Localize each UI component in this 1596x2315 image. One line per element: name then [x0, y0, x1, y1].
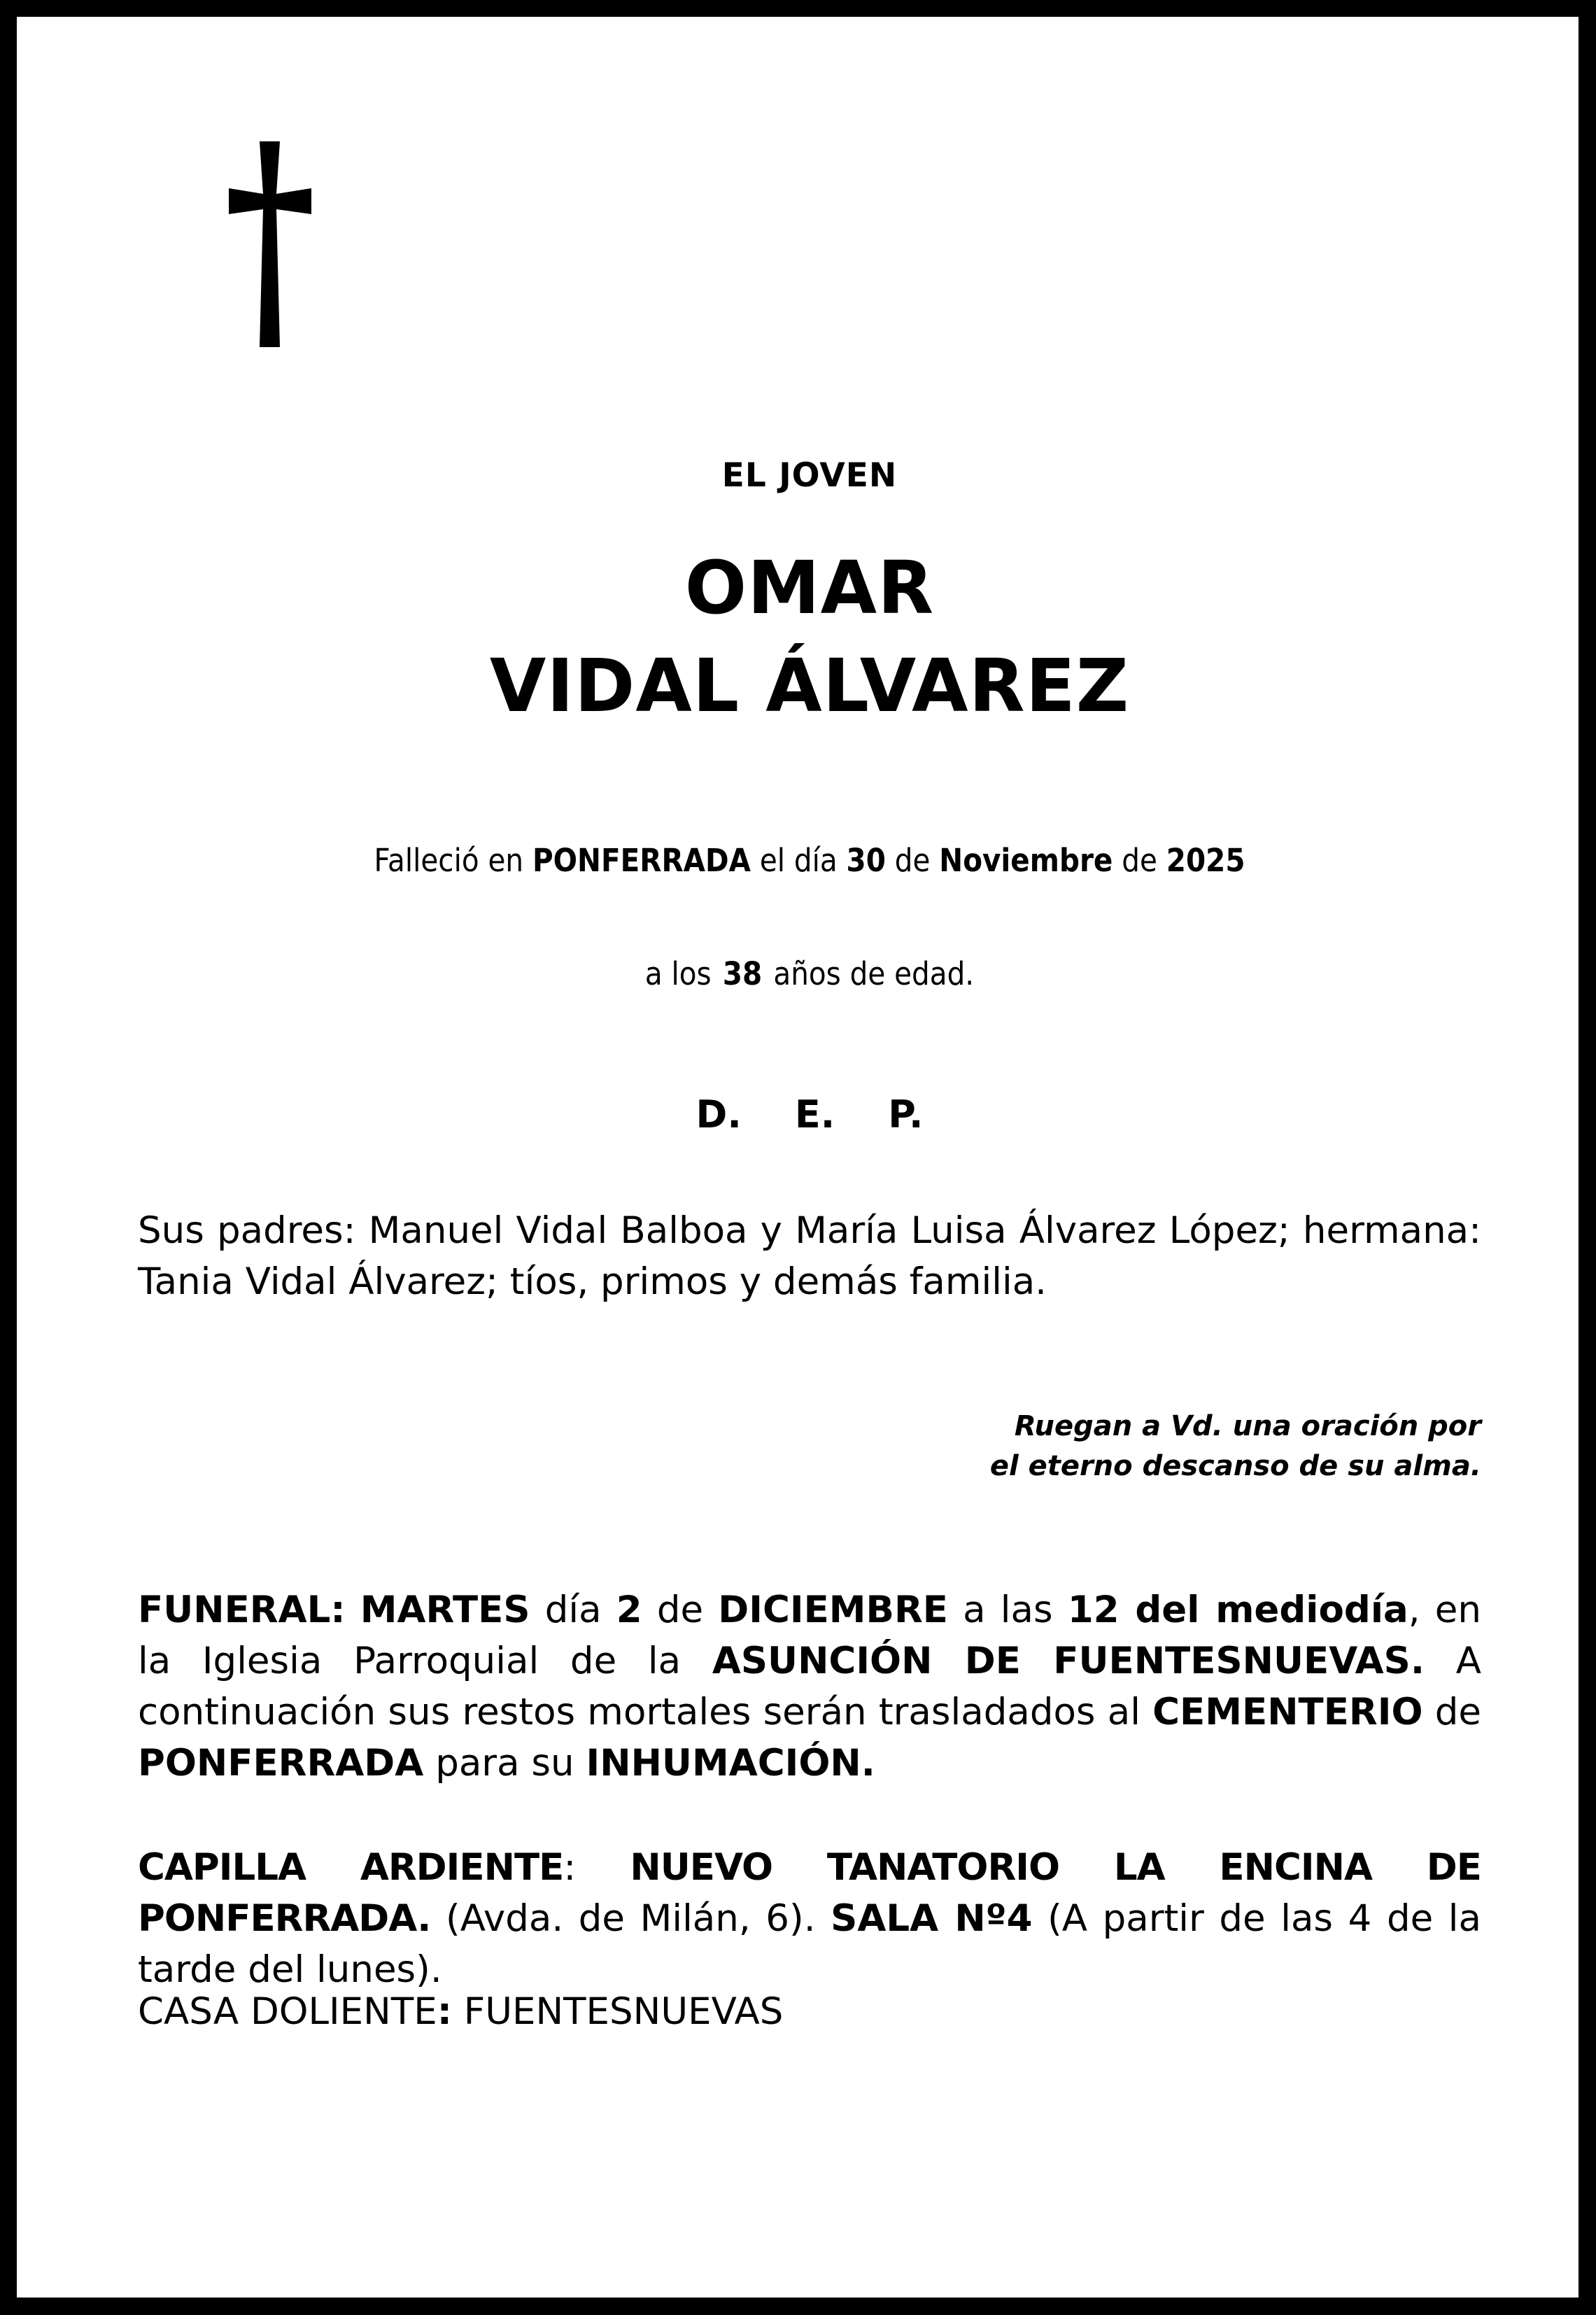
- deceased-surnames: VIDAL ÁLVAREZ: [489, 643, 1130, 729]
- chapel-room: SALA Nº4: [831, 1897, 1033, 1940]
- funeral-burial: INHUMACIÓN.: [586, 1742, 875, 1785]
- chapel-colon: :: [563, 1846, 577, 1889]
- funeral-text: a las: [963, 1589, 1053, 1631]
- death-details: [205, 840, 1414, 882]
- chapel-paragraph: [138, 1842, 1481, 1995]
- funeral-cemetery: CEMENTERIO: [1152, 1691, 1423, 1733]
- funeral-text: de: [656, 1589, 704, 1631]
- funeral-text: día: [544, 1589, 602, 1631]
- dep-letter-p: P.: [888, 1092, 924, 1137]
- funeral-weekday: MARTES: [360, 1589, 530, 1631]
- prayer-line-2: el eterno descanso de su alma.: [989, 1450, 1481, 1482]
- family-paragraph: Sus padres: Manuel Vidal Balboa y María Luisa Álvarez López; hermana: Tania Vidal Álvarez; tíos, primos y demás familia.: [138, 1209, 1481, 1303]
- funeral-month: DICIEMBRE: [718, 1589, 948, 1631]
- funeral-city: PONFERRADA: [138, 1742, 424, 1785]
- dep-abbreviation: [138, 1090, 1481, 1139]
- age-suffix: años de edad.: [773, 955, 975, 992]
- death-day-prefix: el día: [759, 842, 838, 879]
- deceased-first-name: OMAR: [684, 545, 935, 631]
- age-details: [205, 953, 1414, 995]
- death-month: Noviembre: [939, 842, 1113, 879]
- chapel-venue: NUEVO TANATORIO LA ENCINA DE PONFERRADA.: [138, 1846, 1481, 1940]
- funeral-day: 2: [616, 1589, 642, 1631]
- funeral-paragraph: [138, 1584, 1481, 1789]
- death-year: 2025: [1166, 842, 1245, 879]
- funeral-church: ASUNCIÓN DE FUENTESNUEVAS.: [712, 1640, 1425, 1682]
- funeral-time: 12 del mediodía: [1067, 1589, 1408, 1631]
- funeral-text: , en la Iglesia Parroquial de la: [138, 1589, 1481, 1682]
- chapel-address: (Avda. de Milán, 6).: [446, 1897, 816, 1940]
- death-day: 30: [846, 842, 886, 879]
- death-place: PONFERRADA: [532, 842, 751, 879]
- mourning-house: [138, 1986, 1481, 2037]
- funeral-text: para su: [435, 1742, 574, 1785]
- chapel-label: CAPILLA ARDIENTE: [138, 1846, 564, 1889]
- death-prefix: Falleció en: [374, 842, 524, 879]
- latin-cross-icon: [229, 141, 311, 347]
- age-years: 38: [722, 955, 763, 992]
- pre-title: EL JOVEN: [721, 456, 898, 495]
- house-label: CASA DOLIENTE: [138, 1990, 437, 2033]
- prayer-request: [138, 1407, 1481, 1486]
- funeral-text: A continuación sus restos mortales serán trasladados al: [138, 1640, 1481, 1733]
- death-year-prefix: de: [1122, 842, 1157, 879]
- death-month-prefix: de: [894, 842, 931, 879]
- chapel-hours: (A partir de las 4 de la tarde del lunes).: [138, 1897, 1481, 1991]
- prayer-line-1: Ruegan a Vd. una oración por: [1014, 1410, 1481, 1442]
- dep-letter-d: D.: [695, 1092, 742, 1137]
- house-colon: :: [437, 1990, 452, 2033]
- funeral-label: FUNERAL:: [138, 1589, 346, 1631]
- funeral-text: de: [1434, 1691, 1481, 1733]
- age-prefix: a los: [644, 955, 712, 992]
- house-place: FUENTESNUEVAS: [463, 1990, 784, 2033]
- dep-letter-e: E.: [794, 1092, 835, 1137]
